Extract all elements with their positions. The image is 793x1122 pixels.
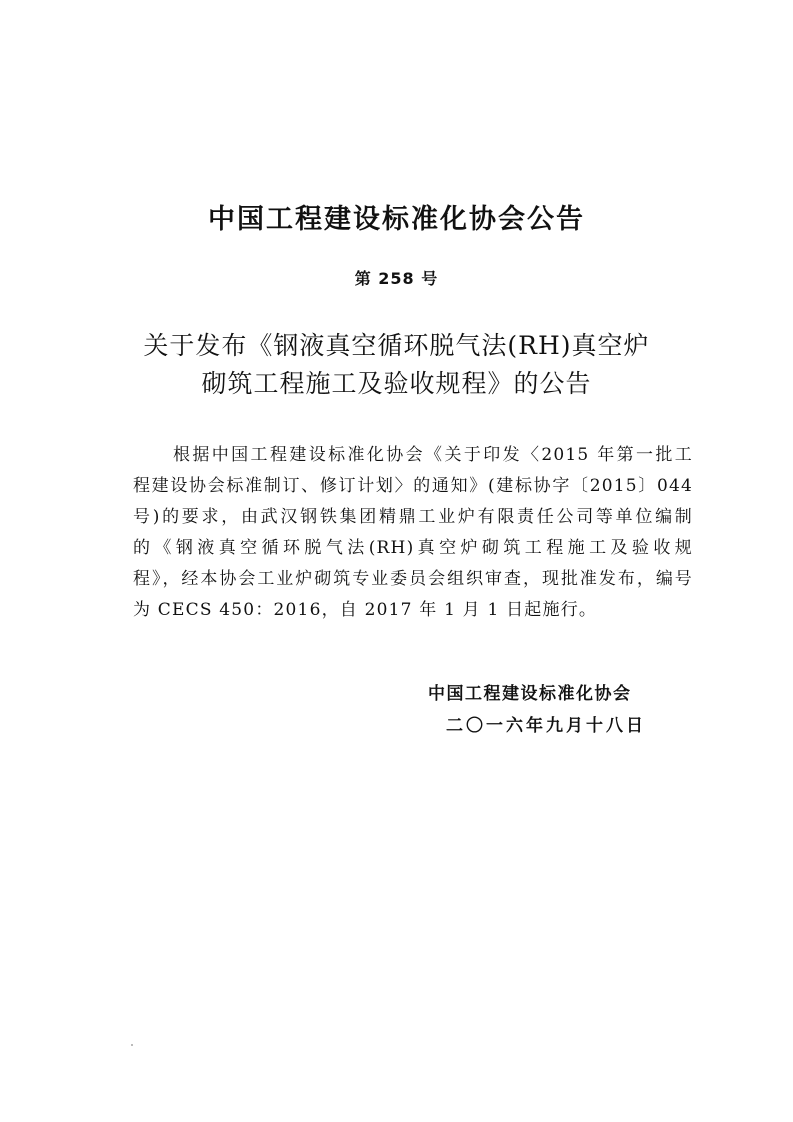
scan-speck — [131, 1044, 133, 1046]
body-line-2: 程建设协会标准制订、修订计划〉的通知》(建标协字〔2015〕044 — [133, 476, 693, 496]
body-line-6: 为 CECS 450：2016，自 2017 年 1 月 1 日起施行。 — [133, 600, 598, 620]
subtitle-line-1: 关于发布《钢液真空循环脱气法(RH)真空炉 — [143, 331, 650, 360]
subtitle-line-2: 砌筑工程施工及验收规程》的公告 — [201, 369, 592, 398]
signature-organization: 中国工程建设标准化协会 — [428, 684, 632, 704]
body-line-5: 程》，经本协会工业炉砌筑专业委员会组织审查，现批准发布，编号 — [133, 569, 693, 589]
announcement-number: 第 258 号 — [354, 269, 439, 288]
body-line-3: 号)的要求，由武汉钢铁集团精鼎工业炉有限责任公司等单位编制 — [133, 507, 693, 527]
signature-date: 二〇一六年九月十八日 — [446, 716, 646, 736]
announcement-title: 中国工程建设标准化协会公告 — [208, 204, 585, 235]
body-line-1: 根据中国工程建设标准化协会《关于印发〈2015 年第一批工 — [173, 445, 693, 465]
body-line-4: 的《钢液真空循环脱气法(RH)真空炉砌筑工程施工及验收规 — [133, 538, 693, 558]
